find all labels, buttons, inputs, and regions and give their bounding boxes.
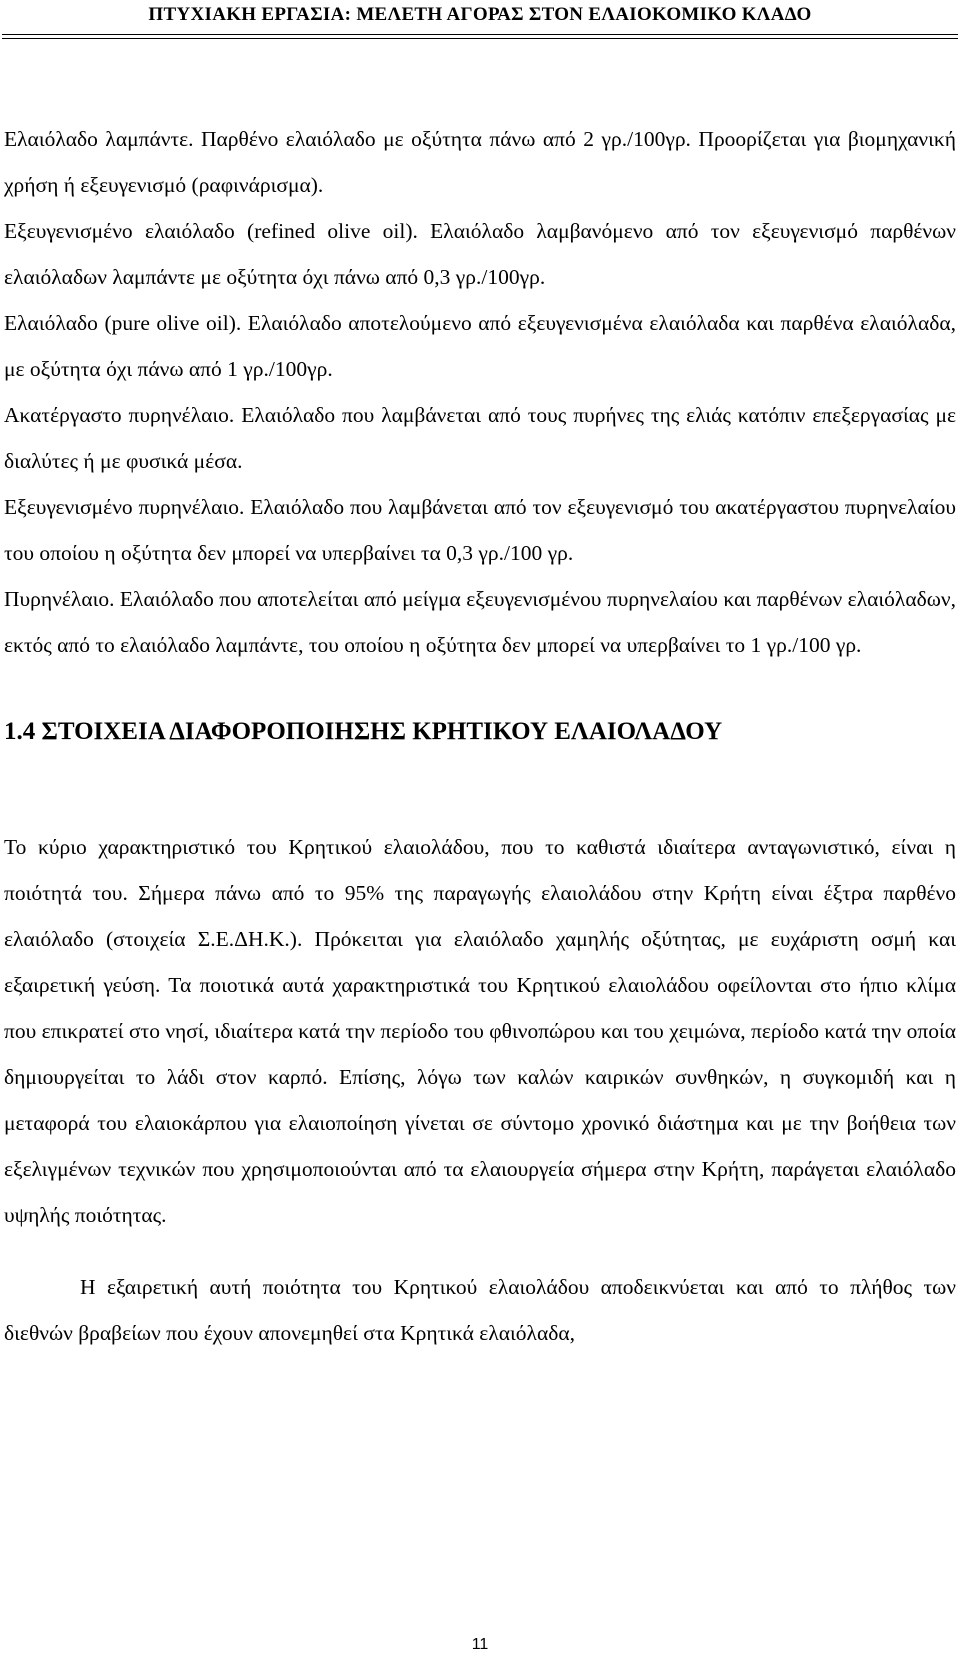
running-header: ΠΤΥΧΙΑΚΗ ΕΡΓΑΣΙΑ: ΜΕΛΕΤΗ ΑΓΟΡΑΣ ΣΤΟΝ ΕΛΑΙΟΚΟΜΙΚΟ ΚΛΑΔΟ	[148, 4, 812, 25]
body-paragraph-indented: Η εξαιρετική αυτή ποιότητα του Κρητικού ελαιολάδου αποδεικνύεται και από το πλήθος των διεθνών βραβείων που έχουν απονεμηθεί στα Κρητικά ελαιόλαδα,	[4, 1275, 956, 1345]
definitions-list	[4, 116, 956, 668]
section-heading: 1.4 ΣΤΟΙΧΕΙΑ ΔΙΑΦΟΡΟΠΟΙΗΣΗΣ ΚΡΗΤΙΚΟΥ ΕΛΑΙΟΛΑΔΟΥ	[4, 718, 723, 745]
page-number: 11	[471, 1636, 489, 1653]
definition-crude-pomace-oil: Ακατέργαστο πυρηνέλαιο. Ελαιόλαδο που λαμβάνεται από τους πυρήνες της ελιάς κατόπιν επεξεργασίας με διαλύτες ή με φυσικά μέσα.	[4, 403, 956, 473]
body-paragraph: Το κύριο χαρακτηριστικό του Κρητικού ελαιολάδου, που το καθιστά ιδιαίτερα ανταγωνιστικό, είναι η ποιότητά του. Σήμερα πάνω από το 95% της παραγωγής ελαιολάδου στην Κρήτη είναι έξτρα παρθένο ελαιόλαδο (στοιχεία Σ.Ε.ΔΗ.Κ.). Πρόκειται για ελαιόλαδο χαμηλής οξύτητας, με ευχάριστη οσμή και εξαιρετική γεύση. Τα ποιοτικά αυτά χαρακτηριστικά του Κρητικού ελαιολάδου οφείλονται στο ήπιο κλίμα που επικρατεί στο νησί, ιδιαίτερα κατά την περίοδο του φθινοπώρου και του χειμώνα, περίοδο κατά την οποία δημιουργείται το λάδι στον καρπό. Επίσης, λόγω των καλών καιρικών συνθηκών, η συγκομιδή και η μεταφορά του ελαιοκάρπου για ελαιοποίηση γίνεται σε σύντομο χρονικό διάστημα και με την βοήθεια των εξελιγμένων τεχνικών που χρησιμοποιούνται από τα ελαιουργεία σήμερα στην Κρήτη, παράγεται ελαιόλαδο υψηλής ποιότητας.	[4, 835, 956, 1227]
definition-lampante: Ελαιόλαδο λαμπάντε. Παρθένο ελαιόλαδο με οξύτητα πάνω από 2 γρ./100γρ. Προορίζεται για βιομηχανική χρήση ή εξευγενισμό (ραφινάρισμα).	[4, 127, 956, 197]
header-rule-thin	[2, 38, 958, 39]
header-rule	[2, 34, 958, 35]
definition-refined-olive-oil: Εξευγενισμένο ελαιόλαδο (refined olive oil). Ελαιόλαδο λαμβανόμενο από τον εξευγενισμό παρθένων ελαιόλαδων λαμπάντε με οξύτητα όχι πάνω από 0,3 γρ./100γρ.	[4, 219, 956, 289]
page-content	[4, 116, 956, 1356]
definition-pure-olive-oil: Ελαιόλαδο (pure olive oil). Ελαιόλαδο αποτελούμενο από εξευγενισμένα ελαιόλαδα και παρθένα ελαιόλαδα, με οξύτητα όχι πάνω από 1 γρ./100γρ.	[4, 311, 956, 381]
definition-refined-pomace-oil: Εξευγενισμένο πυρηνέλαιο. Ελαιόλαδο που λαμβάνεται από τον εξευγενισμό του ακατέργαστου πυρηνελαίου του οποίου η οξύτητα δεν μπορεί να υπερβαίνει τα 0,3 γρ./100 γρ.	[4, 495, 956, 565]
definition-pomace-oil: Πυρηνέλαιο. Ελαιόλαδο που αποτελείται από μείγμα εξευγενισμένου πυρηνελαίου και παρθένων ελαιόλαδων, εκτός από το ελαιόλαδο λαμπάντε, του οποίου η οξύτητα δεν μπορεί να υπερβαίνει το 1 γρ./100 γρ.	[4, 587, 956, 657]
